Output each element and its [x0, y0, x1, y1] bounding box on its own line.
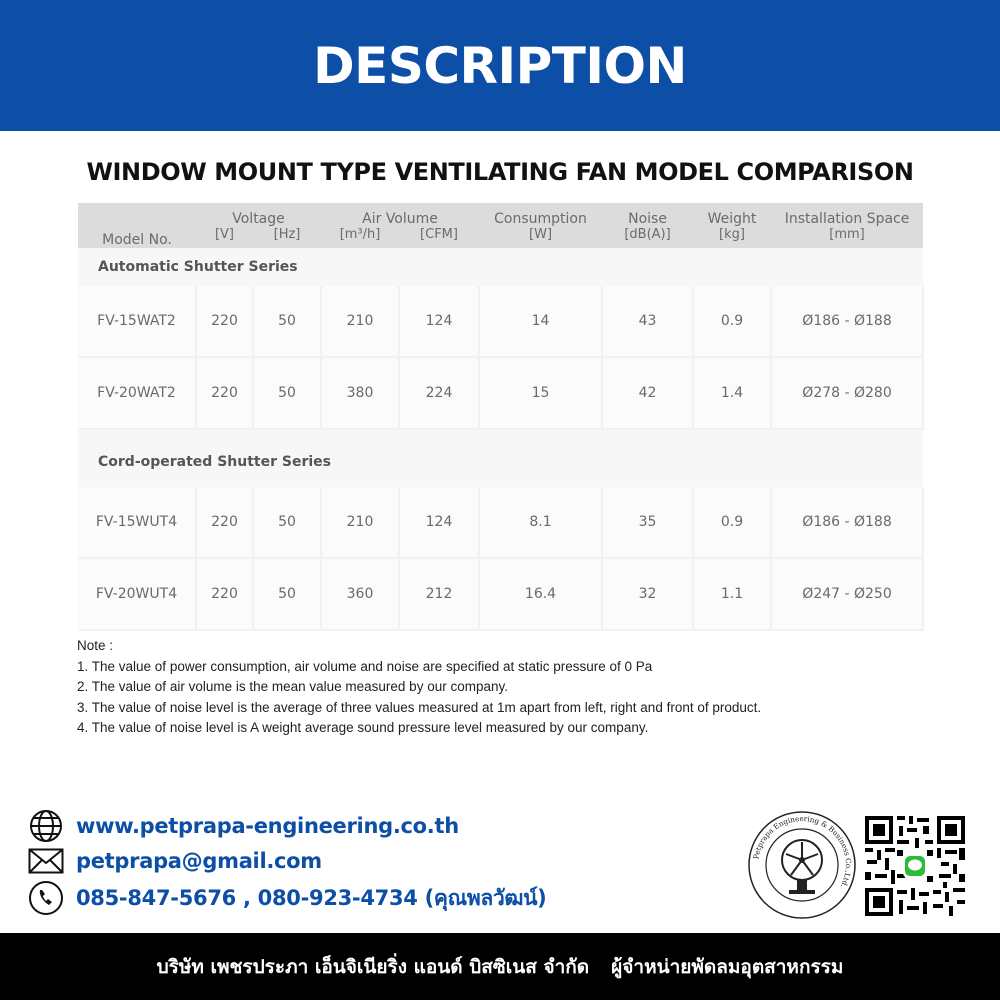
- cell-voltage: 220: [196, 487, 253, 558]
- header-installation: Installation Space: [771, 203, 923, 227]
- cell-model: FV-15WUT4: [78, 487, 196, 558]
- envelope-icon: [28, 843, 64, 879]
- cell-noise: 43: [602, 286, 693, 357]
- cell-weight: 0.9: [693, 487, 771, 558]
- header-noise: Noise: [602, 203, 693, 227]
- cell-weight: 1.1: [693, 558, 771, 630]
- seal-text: Petprapa Engineering & Business Co.,Ltd.: [751, 813, 854, 890]
- cell-frequency: 50: [253, 357, 321, 429]
- cell-model: FV-20WUT4: [78, 558, 196, 630]
- contact-email: [28, 843, 322, 879]
- footer-bar: [0, 933, 1000, 1000]
- banner-title: DESCRIPTION: [313, 36, 687, 95]
- cell-frequency: 50: [253, 286, 321, 357]
- note-item: 3. The value of noise level is the average of three values measured at 1m apart from left, right and front of product.: [77, 699, 762, 715]
- cell-weight: 1.4: [693, 357, 771, 429]
- email-link[interactable]: petprapa@gmail.com: [76, 849, 322, 873]
- note-item: 4. The value of noise level is A weight average sound pressure level measured by our company.: [77, 720, 649, 735]
- cell-air-m3h: 210: [321, 286, 399, 357]
- cell-model: FV-15WAT2: [78, 286, 196, 357]
- phone-icon: [28, 880, 64, 916]
- unit-hz: [Hz]: [253, 227, 321, 248]
- table-row: [78, 357, 923, 429]
- unit-v: [V]: [196, 227, 253, 248]
- cell-air-cfm: 224: [399, 357, 479, 429]
- qr-code[interactable]: [863, 814, 967, 918]
- cell-air-cfm: 212: [399, 558, 479, 630]
- cell-consumption: 14: [479, 286, 602, 357]
- table-row: [78, 487, 923, 558]
- cell-air-m3h: 380: [321, 357, 399, 429]
- unit-dba: [dB(A)]: [602, 227, 693, 248]
- series-heading: Cord-operated Shutter Series: [78, 429, 923, 487]
- cell-air-cfm: 124: [399, 286, 479, 357]
- cell-installation: Ø186 - Ø188: [771, 286, 923, 357]
- cell-noise: 35: [602, 487, 693, 558]
- unit-mm: [mm]: [771, 227, 923, 248]
- cell-frequency: 50: [253, 558, 321, 630]
- notes-heading: Note :: [77, 638, 114, 653]
- table-row: [78, 286, 923, 357]
- cell-air-m3h: 360: [321, 558, 399, 630]
- contact-phone: [28, 880, 546, 916]
- comparison-title: WINDOW MOUNT TYPE VENTILATING FAN MODEL COMPARISON: [86, 158, 914, 186]
- cell-voltage: 220: [196, 357, 253, 429]
- series-heading: Automatic Shutter Series: [78, 248, 923, 286]
- company-seal: [747, 810, 857, 920]
- unit-w: [W]: [479, 227, 602, 248]
- contact-website: [28, 808, 459, 844]
- header-air-volume: Air Volume: [321, 203, 479, 227]
- cell-installation: Ø278 - Ø280: [771, 357, 923, 429]
- footer-tagline: ผู้จำหน่ายพัดลมอุตสาหกรรม: [611, 955, 844, 978]
- cell-consumption: 15: [479, 357, 602, 429]
- header-voltage: Voltage: [196, 203, 321, 227]
- globe-icon: [28, 808, 64, 844]
- header-model: Model No.: [78, 203, 196, 248]
- cell-consumption: 8.1: [479, 487, 602, 558]
- header-consumption: Consumption: [479, 203, 602, 227]
- notes: [77, 636, 957, 739]
- cell-voltage: 220: [196, 558, 253, 630]
- unit-kg: [kg]: [693, 227, 771, 248]
- cell-frequency: 50: [253, 487, 321, 558]
- cell-installation: Ø186 - Ø188: [771, 487, 923, 558]
- unit-cfm: [CFM]: [399, 227, 479, 248]
- cell-weight: 0.9: [693, 286, 771, 357]
- description-banner: [0, 0, 1000, 131]
- note-item: 2. The value of air volume is the mean value measured by our company.: [77, 679, 508, 694]
- website-link[interactable]: www.petprapa-engineering.co.th: [76, 814, 459, 838]
- cell-noise: 42: [602, 357, 693, 429]
- unit-m3h: [m³/h]: [321, 227, 399, 248]
- cell-voltage: 220: [196, 286, 253, 357]
- table-row: [78, 558, 923, 630]
- footer-company: บริษัท เพชรประภา เอ็นจิเนียริ่ง แอนด์ บิสซิเนส จำกัด: [156, 955, 590, 978]
- cell-air-m3h: 210: [321, 487, 399, 558]
- note-item: 1. The value of power consumption, air volume and noise are specified at static pressure of 0 Pa: [77, 658, 653, 674]
- model-comparison-table: [78, 203, 923, 625]
- cell-installation: Ø247 - Ø250: [771, 558, 923, 630]
- cell-noise: 32: [602, 558, 693, 630]
- cell-air-cfm: 124: [399, 487, 479, 558]
- cell-model: FV-20WAT2: [78, 357, 196, 429]
- cell-consumption: 16.4: [479, 558, 602, 630]
- phone-numbers[interactable]: 085-847-5676 , 080-923-4734 (คุณพลวัฒน์): [76, 885, 547, 910]
- header-weight: Weight: [693, 203, 771, 227]
